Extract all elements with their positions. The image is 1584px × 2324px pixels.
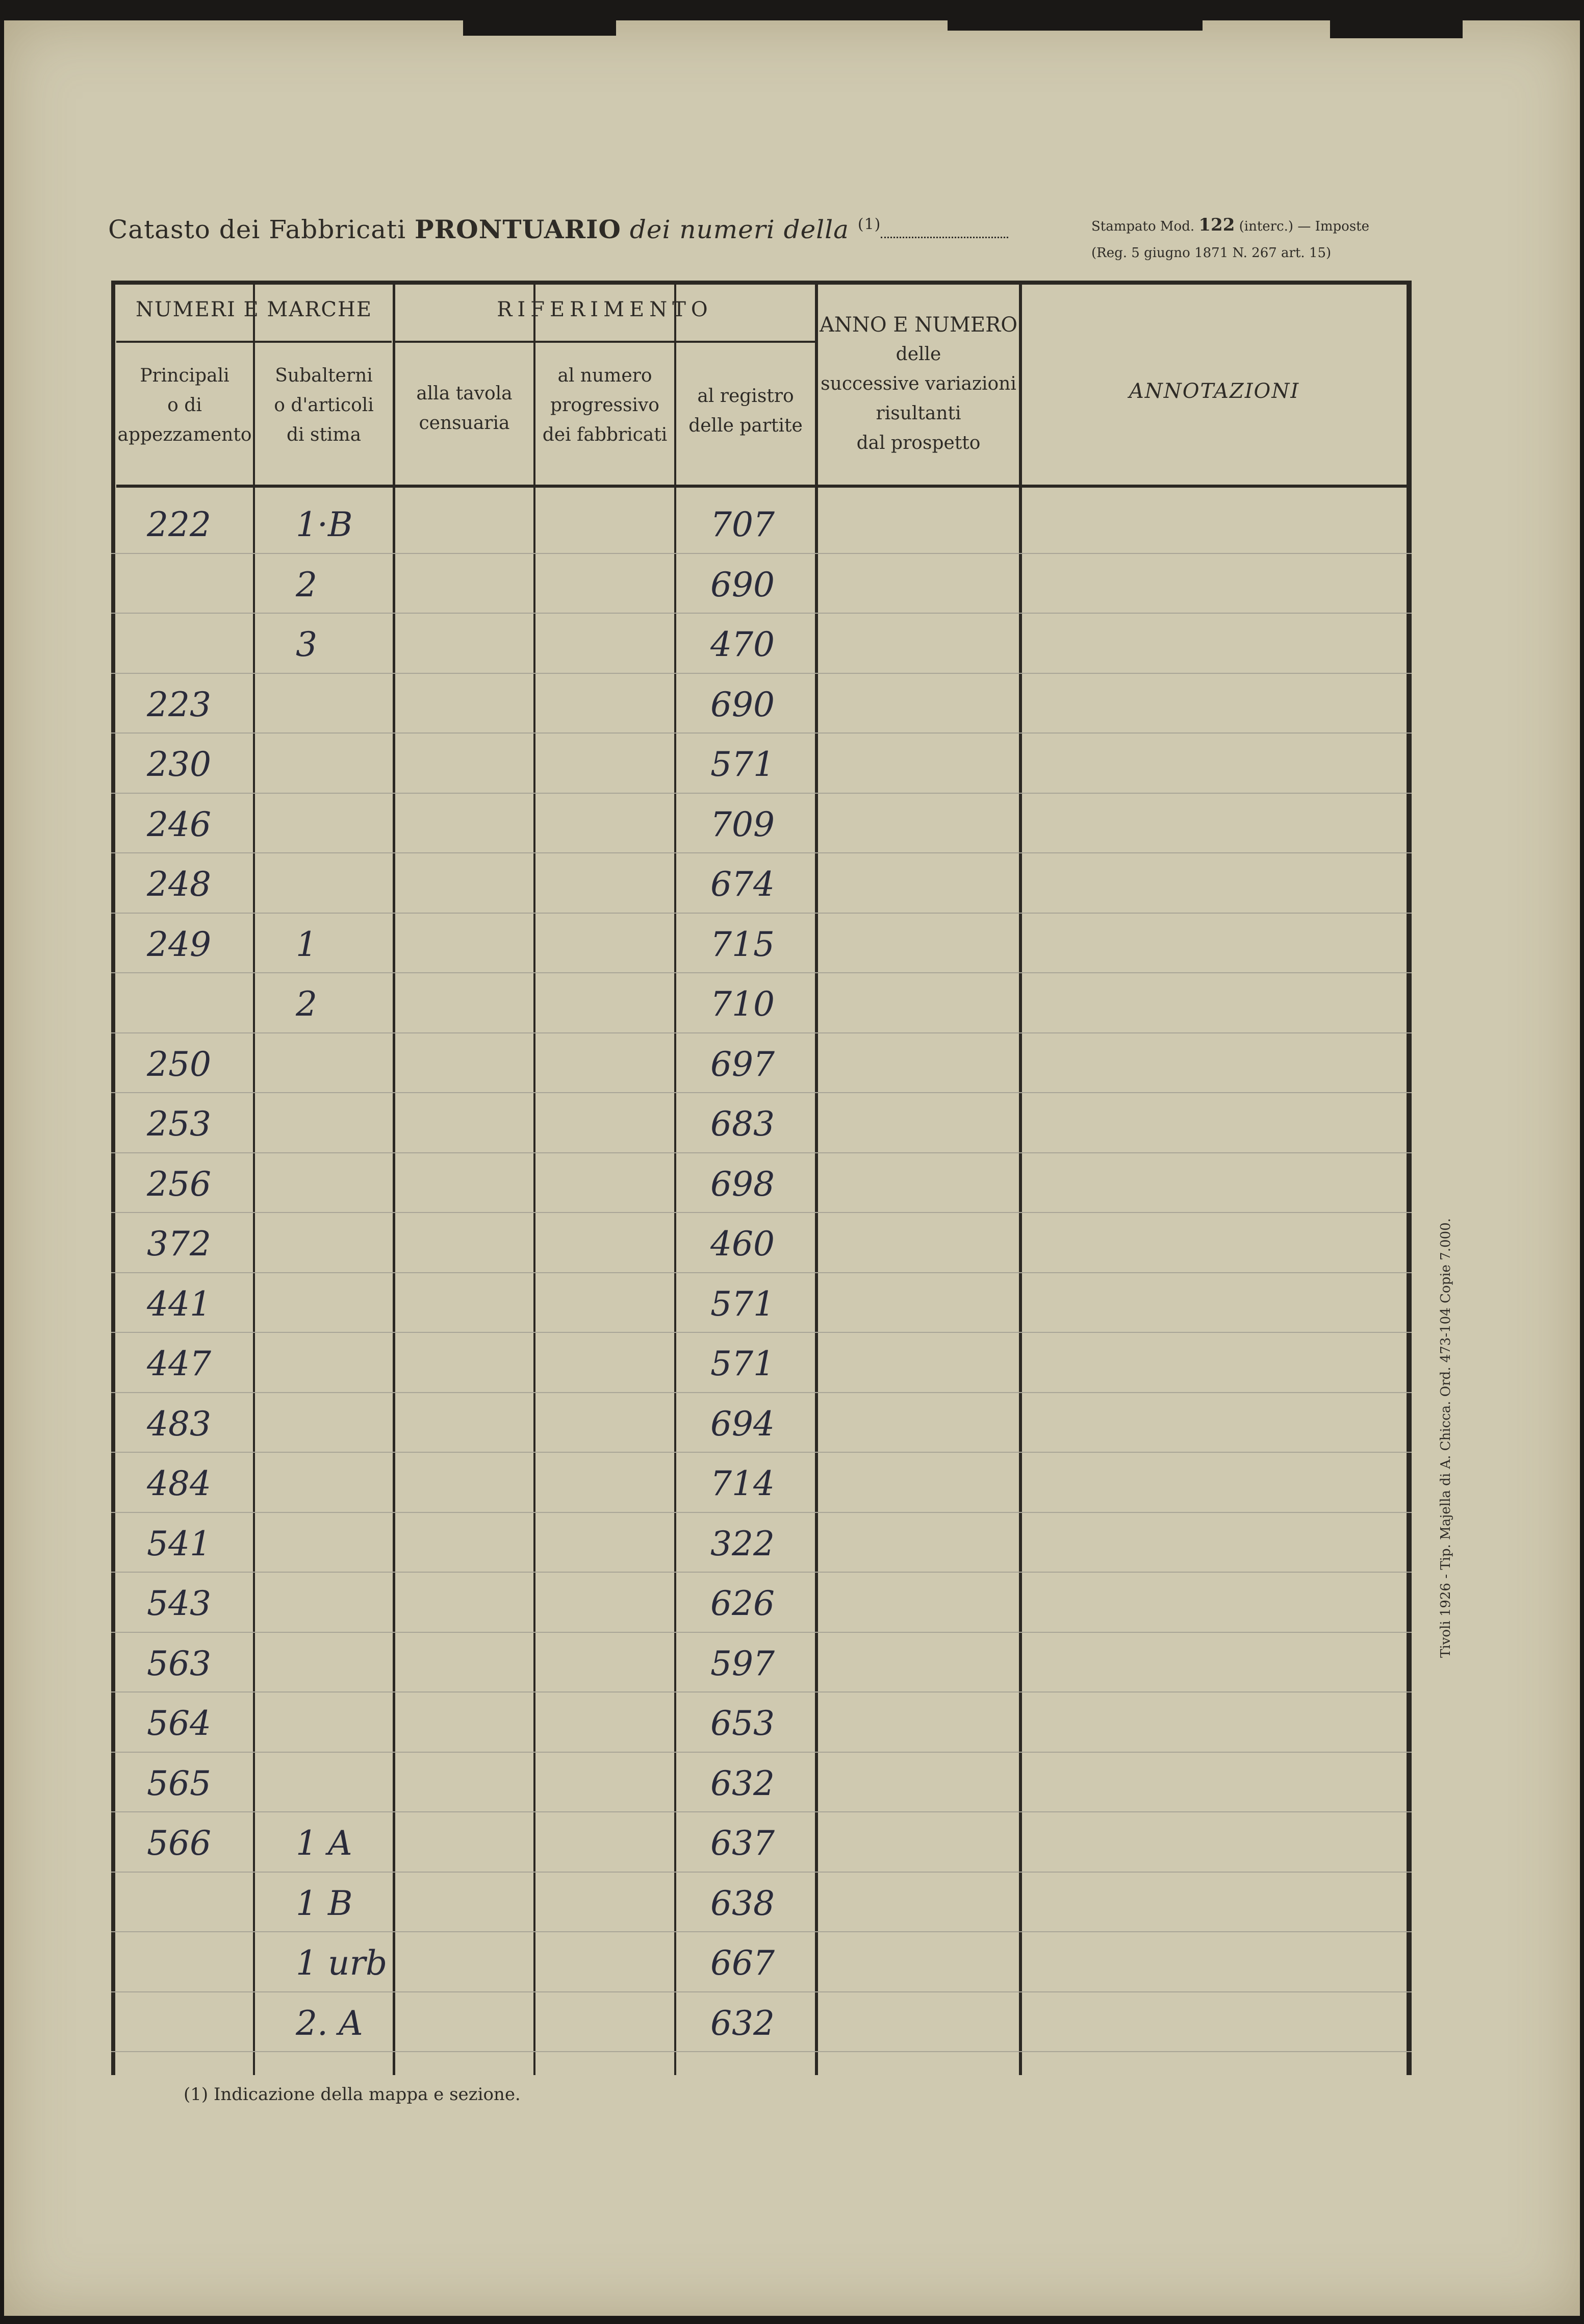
row-rule [111,1332,1412,1333]
row-rule [111,793,1412,794]
row-rule [111,972,1412,973]
cell-principale: 565 [147,1763,211,1803]
cell-principale: 253 [147,1104,211,1144]
row-rule [111,1931,1412,1932]
row-rule [111,1752,1412,1753]
row-rule [111,673,1412,674]
cell-principale: 222 [147,505,211,544]
cell-registro: 637 [710,1824,775,1863]
cell-registro: 667 [710,1943,775,1983]
row-rule [111,1691,1412,1693]
footnote: (1) Indicazione della mappa e sezione. [184,2084,521,2105]
title-note-ref: (1) [857,215,881,234]
cell-registro: 571 [710,1284,775,1324]
cell-registro: 697 [710,1044,775,1084]
cell-registro: 597 [710,1644,775,1683]
cell-subalterno: 2 [296,984,317,1024]
printer-note: Tivoli 1926 - Tip. Majella di A. Chicca. Ord. 473-104 Copie 7.000. [1438,1218,1453,1658]
row-rule [111,553,1412,554]
cell-principale: 564 [147,1704,211,1743]
cell-registro: 694 [710,1404,775,1444]
row-rule [111,1212,1412,1213]
row-rule [111,2051,1412,2052]
cell-subalterno: 1 urb [296,1943,388,1983]
cell-principale: 563 [147,1644,211,1683]
row-rule [111,1032,1412,1033]
form-stamp [1091,212,1369,266]
cell-principale: 541 [147,1524,211,1563]
header-bottom-rule [116,485,1407,488]
row-rule [111,852,1412,853]
cell-registro: 460 [710,1224,775,1264]
header-rule [116,341,392,343]
cell-principale: 372 [147,1224,211,1264]
cell-registro: 715 [710,924,775,964]
cell-registro: 626 [710,1584,775,1623]
row-rule [111,1572,1412,1573]
cell-registro: 571 [710,745,775,784]
group-heading-riferimento: RIFERIMENTO [497,298,713,321]
torn-edge [463,15,616,36]
cell-registro: 709 [710,804,775,844]
cell-registro: 653 [710,1704,775,1743]
row-rule [111,1811,1412,1812]
row-rule [111,1991,1412,1992]
cell-subalterno: 3 [296,625,317,664]
cell-principale: 256 [147,1164,211,1204]
cell-registro: 638 [710,1883,775,1923]
heading-principali: Principali o di appezzamento [117,365,252,445]
stamp-regulation: (Reg. 5 giugno 1871 N. 267 art. 15) [1091,245,1332,261]
cell-registro: 632 [710,2003,775,2043]
torn-edge [1330,15,1463,38]
cell-subalterno: 1 [296,924,317,964]
row-rule [111,1512,1412,1513]
heading-progressivo: al numero progressivo dei fabbricati [542,365,668,445]
heading-annotazioni: ANNOTAZIONI [1129,380,1300,403]
row-rule [111,1092,1412,1093]
cell-subalterno: 1 A [296,1824,352,1863]
row-rule [111,1452,1412,1453]
cell-registro: 690 [710,685,775,724]
cell-principale: 246 [147,804,211,844]
cell-principale: 249 [147,924,211,964]
cell-principale: 484 [147,1464,211,1503]
cell-registro: 322 [710,1524,775,1563]
heading-anno: ANNO E NUMERO delle successive variazioni risultanti dal prospetto [819,313,1018,453]
title-subtitle: dei numeri della [629,215,849,244]
cell-registro: 674 [710,865,775,904]
cell-principale: 447 [147,1344,211,1383]
cell-registro: 683 [710,1104,775,1144]
heading-subalterni: Subalterni o d'articoli di stima [274,365,374,445]
title-main: PRONTUARIO [415,214,621,244]
cell-registro: 632 [710,1763,775,1803]
stamp-number: 122 [1198,215,1235,235]
cell-registro: 707 [710,505,775,544]
form-title [108,214,1008,244]
row-rule [111,613,1412,614]
cell-principale: 543 [147,1584,211,1623]
cell-principale: 441 [147,1284,211,1324]
cell-principale: 566 [147,1824,211,1863]
heading-registro: al registro delle partite [688,386,803,436]
cell-principale: 483 [147,1404,211,1444]
row-rule [111,732,1412,734]
header-rule [395,341,815,343]
cell-subalterno: 2 [296,565,317,604]
cell-subalterno: 2. A [296,2003,363,2043]
title-dotted-blank [881,237,1008,238]
cell-principale: 223 [147,685,211,724]
heading-tavola: alla tavola censuaria [416,383,513,434]
cell-registro: 710 [710,984,775,1024]
cell-principale: 248 [147,865,211,904]
title-prefix: Catasto dei Fabbricati [108,215,406,244]
row-rule [111,913,1412,914]
row-rule [111,1152,1412,1153]
cell-registro: 690 [710,565,775,604]
stamp-label: Stampato Mod. [1091,219,1195,234]
cell-subalterno: 1 B [296,1883,353,1923]
stamp-label-b: (interc.) — Imposte [1239,219,1369,234]
register-table [111,281,1412,2075]
cell-subalterno: 1·B [296,505,353,544]
cell-principale: 230 [147,745,211,784]
cell-registro: 714 [710,1464,775,1503]
cell-registro: 571 [710,1344,775,1383]
group-heading-numeri: NUMERI E MARCHE [135,298,373,321]
cell-registro: 470 [710,625,775,664]
torn-edge [948,15,1203,31]
row-rule [111,1272,1412,1273]
row-rule [111,1872,1412,1873]
cell-registro: 698 [710,1164,775,1204]
row-rule [111,1632,1412,1633]
row-rule [111,1392,1412,1393]
cell-principale: 250 [147,1044,211,1084]
